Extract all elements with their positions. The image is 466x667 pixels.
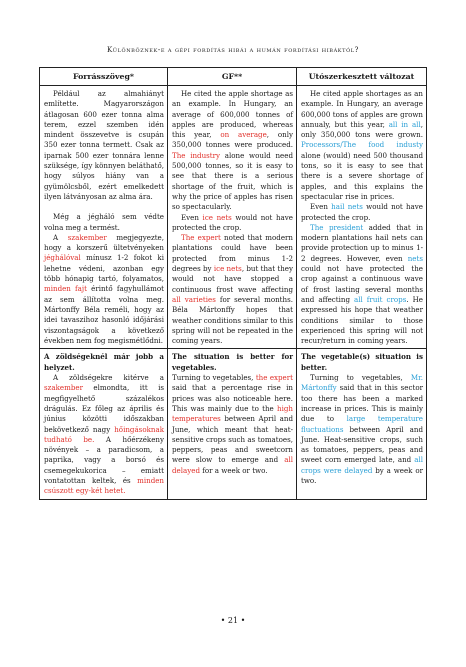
text-run: megjegyezte, hogy a korszerű ültetvényeken (44, 232, 164, 253)
highlighted-term: ice nets (213, 264, 242, 274)
text-run: A (53, 232, 68, 242)
paragraph (44, 89, 164, 202)
text-run: would not have protected the crop. (172, 212, 293, 232)
text-run: said that in this sector too there has been a marked increase in prices. This is mainly due to (301, 383, 423, 424)
paragraph (44, 373, 164, 497)
source-text-cell (40, 349, 168, 499)
highlighted-term: hail nets (331, 202, 363, 212)
highlighted-term: Processors/The food industy (301, 140, 423, 150)
highlighted-term: The expert (181, 233, 221, 243)
mt-text-cell (168, 349, 297, 499)
text-run: would not have protected the crop. (301, 202, 423, 222)
text-run: alone (would) need 500 thousand tons, so it is easy to see that there is a severe shortage of apples, and this explains the spectacular rise in prices. (301, 150, 423, 201)
highlighted-term: The industry (172, 150, 221, 160)
highlighted-term: minden fajt (44, 284, 87, 294)
running-header: Különböznek-e a gépi fordítás hibái a humán fordítási hibáktól? (106, 46, 360, 54)
text-run: by a week or two. (301, 465, 423, 485)
highlighted-term: high temperatures (172, 403, 293, 424)
text-run: for a week or two. (199, 465, 268, 475)
text-run: Even (181, 212, 203, 222)
header-postedited: Utószerkesztett változat (297, 68, 427, 86)
highlighted-term: all in all (388, 119, 421, 129)
paragraph (172, 89, 293, 213)
highlighted-term: large temperature fluctuations (301, 414, 423, 434)
paragraph (301, 202, 423, 223)
page-number: • 21 • (220, 616, 246, 625)
text-run: Turning to vegetables, (172, 373, 256, 383)
text-run: Még a jégháló sem védte volna meg a termést. (44, 212, 164, 232)
text-run: added that in modern plantations hail nets can provide protection up to minus 1-2 degrees. However, even (301, 222, 424, 263)
text-run: , only 350,000 tons were grown. (301, 119, 423, 140)
text-run: noted that modern plantations could have been protected from minus 1-2 degrees by (172, 233, 294, 274)
postedited-text-cell (297, 349, 427, 499)
highlighted-term: hőingásoknak tudható be. (44, 424, 164, 444)
highlighted-term: nets (407, 253, 423, 263)
text-run: A zöldségekre kitérve a (53, 373, 164, 383)
table-header-row (40, 68, 427, 86)
postedited-text-cell (297, 86, 427, 349)
highlighted-term: The president (310, 222, 364, 232)
paragraph (301, 373, 423, 486)
text-run: for several months. Béla Mártonffy hopes that weather conditions similar to this spring will not be repeated in the coming years. (172, 294, 293, 346)
comparison-table (39, 67, 427, 500)
table-row-body (40, 86, 427, 349)
text-run: A hőérzékeny növények – a paradicsom, a paprika, vagy a borsó és csemegekukorica – emiatt vontatottan keltek, és (44, 434, 164, 485)
highlighted-term: on average (220, 130, 267, 140)
highlighted-term: ice nets (202, 212, 232, 222)
text-run: He cited apple shortages as an example. In Hungary, an average 600,000 tons of apples are grown annualy, but this year, (301, 89, 423, 129)
paragraph (172, 233, 293, 346)
header-source: Forrásszöveg* (40, 68, 168, 86)
highlighted-term: minden csúszott egy-két hetet. (44, 475, 164, 496)
text-run: . He expressed his hope that weather conditions similar to those experienced this spring will not recur/return in coming years. (301, 294, 423, 346)
text-run: elmondta, itt is megfigyelhető százalékos drágulás. Ez főleg az április és június közötti időszakban bekövetkező nagy (44, 383, 164, 434)
highlighted-term: szakember (44, 383, 83, 393)
text-run: could not have protected the crop against a continuous wave of frost lasting several months and affecting (301, 264, 423, 304)
highlighted-term: Mr. Mártonffy (301, 373, 423, 393)
highlighted-term: all crops were delayed (301, 455, 423, 475)
text-run: Even (310, 202, 332, 212)
text-run: érintő fagyhullámot az sem állította volna meg. Mártonffy Béla reméli, hogy az idei tavaszihoz hasonló időjárási viszontagságok a következő években nem fog megismétlődni. (44, 284, 164, 345)
section-heading: The vegetable(s) situation is better. (301, 352, 423, 372)
section-heading: The situation is better for vegetables. (172, 352, 293, 372)
text-run: between April and June. Heat-sensitive crops, such as tomatoes, peppers, peas and sweet corn emerged late, and (301, 424, 423, 465)
highlighted-term: the expert (255, 373, 294, 383)
table-row-vegetables (40, 349, 427, 499)
paragraph (301, 89, 423, 202)
header-mt: GF** (168, 68, 297, 86)
highlighted-term: all varieties (172, 294, 216, 304)
text-run: , only 350,000 tonnes were produced. (172, 130, 294, 150)
highlighted-term: jéghálóval (44, 253, 81, 263)
text-run: mínusz 1-2 fokot ki lehetne védeni, azonban egy több hónapig tartó, folyamatos, (44, 253, 164, 284)
text-run: Például az almahiányt említette. Magyarországon átlagosan 600 ezer tonna alma terem, ezzel szemben idén mindent összevetve is csupán 350 ezer tonna termett. Csak az iparnak 500 ezer tonnára lenne szüksége, így könnyen beláthatő, hogy súlyos hiány van a gyümölcsből, ezért emelkedett ilyen látványosan az alma ára. (44, 89, 164, 201)
text-run: said that a percentage rise in prices was also noticeable here. This was mainly due to the (172, 383, 293, 413)
paragraph (301, 223, 423, 347)
text-run: , but that they would not have stopped a continuous frost wave affecting (172, 264, 293, 294)
text-run: between April and June, which meant that heat-sensitive crops such as tomatoes, peppers, peas and sweetcorn were slow to emerge and (172, 414, 293, 465)
highlighted-term: all delayed (172, 455, 293, 475)
paragraph (172, 373, 293, 476)
source-text-cell (40, 86, 168, 349)
mt-text-cell (168, 86, 297, 349)
paragraph (44, 212, 164, 233)
text-run: He cited the apple shortage as an example. In Hungary, an average of 600,000 tonnes of apples are produced, whereas this year, (172, 89, 293, 140)
highlighted-term: all fruit crops (354, 294, 407, 304)
paragraph (44, 233, 164, 346)
section-heading: A zöldségeknél már jobb a helyzet. (44, 352, 164, 372)
text-run: alone would need 500,000 tonnes, so it is easy to see that there is a serious shortage of the fruit, which is why the price of apples has risen so spectacularly. (172, 150, 293, 212)
text-run: Turning to vegetables, (310, 373, 411, 383)
highlighted-term: szakember (67, 232, 107, 242)
paragraph (172, 213, 293, 234)
